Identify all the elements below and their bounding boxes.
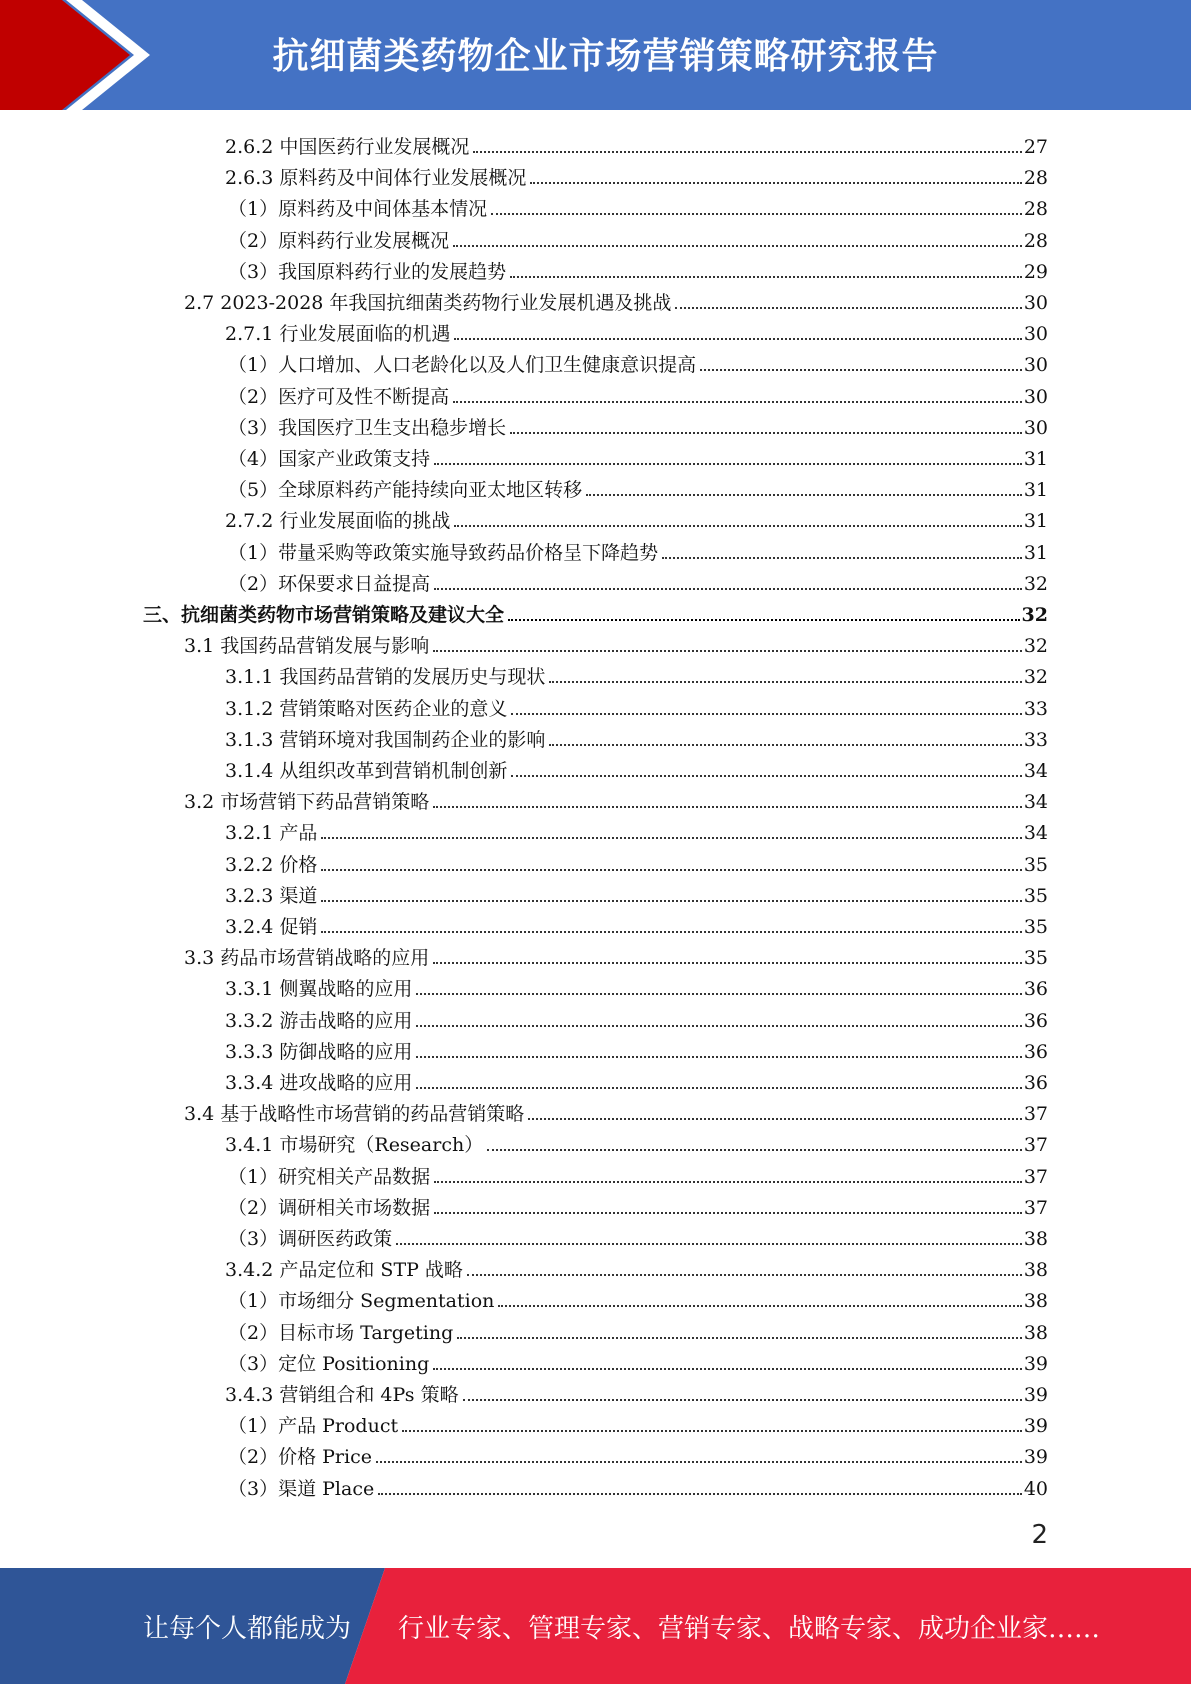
page-header [0,0,1191,110]
toc-entry-page: 31 [1023,541,1048,564]
toc-entry[interactable] [143,595,1048,626]
toc-dot-leader [416,993,1021,995]
toc-entry-label: （2）目标市场 Targeting [228,1321,454,1344]
toc-entry[interactable] [228,1344,1048,1375]
toc-entry[interactable] [228,221,1048,252]
toc-dot-leader [586,494,1022,496]
toc-entry-page: 35 [1023,884,1048,907]
toc-dot-leader [416,1087,1021,1089]
toc-entry-page: 37 [1023,1165,1048,1188]
toc-entry-page: 39 [1023,1446,1048,1469]
toc-dot-leader [498,1305,1021,1307]
toc-dot-leader [434,588,1022,590]
toc-dot-leader [511,713,1021,715]
toc-entry-label: 2.7.2 行业发展面临的挑战 [225,510,451,533]
toc-entry-page: 28 [1023,229,1048,252]
toc-entry-label: （2）医疗可及性不断提高 [228,385,450,408]
toc-entry[interactable] [228,1157,1048,1188]
toc-dot-leader [549,744,1021,746]
toc-entry[interactable] [225,314,1048,345]
toc-dot-leader [508,619,1020,621]
toc-dot-leader [453,245,1022,247]
toc-dot-leader [675,307,1021,309]
toc-entry-label: 三、抗细菌类药物市场营销策略及建议大全 [143,604,505,626]
toc-dot-leader [434,463,1022,465]
toc-entry-label: （3）我国原料药行业的发展趋势 [228,260,507,283]
toc-entry-label: （3）我国医疗卫生支出稳步增长 [228,416,507,439]
page-footer [0,1568,1191,1684]
toc-dot-leader [376,1461,1022,1463]
toc-entry[interactable] [184,782,1048,813]
toc-dot-leader [434,1212,1022,1214]
toc-entry[interactable] [225,969,1048,1000]
toc-entry-page: 29 [1023,260,1048,283]
toc-entry-label: （3）调研医药政策 [228,1228,393,1250]
toc-entry-page: 30 [1023,354,1048,377]
toc-dot-leader [491,213,1022,215]
toc-entry-label: （5）全球原料药产能持续向亚太地区转移 [228,479,583,502]
toc-entry[interactable] [228,564,1048,595]
toc-entry-page: 40 [1023,1477,1048,1500]
toc-entry-page: 28 [1023,198,1048,221]
toc-dot-leader [467,1274,1022,1276]
toc-entry-page: 32 [1023,572,1048,595]
toc-dot-leader [454,338,1021,340]
toc-entry[interactable] [228,470,1048,501]
toc-entry-label: 3.1.4 从组织改革到营销机制创新 [225,760,508,782]
toc-entry-page: 31 [1023,479,1048,502]
toc-entry[interactable] [228,377,1048,408]
toc-entry-page: 27 [1023,136,1048,158]
page-number: 2 [1031,1520,1048,1550]
toc-entry[interactable] [228,533,1048,564]
toc-entry-page: 38 [1023,1228,1048,1250]
toc-entry-page: 31 [1023,510,1048,533]
toc-dot-leader [528,1118,1022,1120]
toc-dot-leader [510,276,1022,278]
toc-entry[interactable] [228,1313,1048,1344]
toc-entry-label: （1）市场细分 Segmentation [228,1290,495,1313]
toc-entry[interactable] [228,1188,1048,1219]
toc-dot-leader [700,369,1022,371]
footer-slogan-left: 让每个人都能成为 [143,1614,352,1644]
toc-entry-page: 38 [1023,1321,1048,1344]
toc-entry-label: 3.2.1 产品 [225,822,318,845]
toc-dot-leader [321,900,1021,902]
toc-entry-label: （1）产品 Product [228,1415,399,1438]
toc-dot-leader [433,1368,1022,1370]
toc-entry[interactable] [225,657,1048,688]
toc-dot-leader [530,182,1021,184]
toc-entry-page: 32 [1023,666,1048,689]
toc-dot-leader [473,151,1021,153]
toc-entry-page: 37 [1023,1134,1048,1157]
toc-dot-leader [402,1430,1022,1432]
toc-entry-page: 36 [1023,1009,1048,1032]
toc-entry[interactable] [225,1375,1048,1406]
toc-entry-label: （2）价格 Price [228,1446,372,1469]
toc-dot-leader [463,1399,1022,1401]
toc-entry-label: 3.3.4 进攻战略的应用 [225,1072,413,1094]
toc-entry-label: （2）调研相关市场数据 [228,1196,431,1219]
toc-entry[interactable] [225,813,1048,844]
toc-entry[interactable] [228,252,1048,283]
toc-dot-leader [416,1056,1021,1058]
toc-entry-label: 3.1.2 营销策略对医药企业的意义 [225,697,508,720]
toc-dot-leader [549,681,1021,683]
toc-entry[interactable] [228,345,1048,376]
toc-entry-page: 39 [1023,1415,1048,1438]
toc-entry-page: 34 [1023,791,1048,814]
toc-entry-label: 3.3 药品市场营销战略的应用 [184,947,430,970]
toc-entry[interactable] [225,158,1048,189]
toc-dot-leader [433,650,1022,652]
toc-entry-page: 35 [1023,853,1048,876]
toc-entry-page: 38 [1023,1290,1048,1313]
toc-entry-page: 30 [1023,292,1048,314]
toc-entry-page: 34 [1023,822,1048,845]
toc-entry[interactable] [225,1001,1048,1032]
toc-entry-label: 2.6.3 原料药及中间体行业发展概况 [225,167,527,190]
toc-entry-label: （3）定位 Positioning [228,1352,430,1375]
toc-entry-page: 35 [1023,947,1048,970]
toc-dot-leader [511,775,1021,777]
toc-entry-page: 39 [1023,1352,1048,1375]
toc-entry-label: （1）带量采购等政策实施导致药品价格呈下降趋势 [228,541,659,564]
toc-entry[interactable] [228,189,1048,220]
toc-entry-page: 37 [1023,1196,1048,1219]
toc-entry-page: 37 [1023,1103,1048,1126]
toc-entry[interactable] [225,720,1048,751]
toc-entry-label: （1）研究相关产品数据 [228,1165,431,1188]
toc-entry[interactable] [228,1437,1048,1468]
toc-entry-page: 36 [1023,1040,1048,1063]
toc-entry-label: （1）人口增加、人口老龄化以及人们卫生健康意识提高 [228,354,697,377]
toc-entry-label: 3.2 市场营销下药品营销策略 [184,791,430,814]
toc-entry-page: 38 [1023,1259,1048,1282]
toc-entry-page: 30 [1023,416,1048,439]
toc-entry-label: （4）国家产业政策支持 [228,448,431,470]
toc-entry-label: 3.2.3 渠道 [225,884,318,907]
toc-entry-label: 3.3.1 侧翼战略的应用 [225,978,413,1001]
toc-entry-label: 3.3.3 防御战略的应用 [225,1040,413,1063]
toc-entry[interactable] [225,127,1048,158]
toc-entry[interactable] [225,501,1048,532]
toc-entry-page: 32 [1023,635,1048,658]
toc-entry[interactable] [225,689,1048,720]
toc-entry-page: 39 [1023,1384,1048,1406]
toc-entry[interactable] [225,907,1048,938]
toc-entry[interactable] [184,626,1048,657]
toc-entry-label: 3.2.4 促销 [225,916,318,938]
toc-entry-label: 3.3.2 游击战略的应用 [225,1009,413,1032]
toc-entry-label: 3.4.1 市場研究（Research） [225,1134,484,1157]
toc-entry[interactable] [228,1406,1048,1437]
toc-entry[interactable] [225,1032,1048,1063]
toc-entry-label: 3.2.2 价格 [225,853,318,876]
toc-entry-label: 3.4 基于战略性市场营销的药品营销策略 [184,1103,525,1126]
toc-entry-label: 3.1.1 我国药品营销的发展历史与现状 [225,666,546,689]
footer-slogan-right: 行业专家、管理专家、营销专家、战略专家、成功企业家…… [398,1614,1101,1644]
toc-entry-label: （2）原料药行业发展概况 [228,229,450,252]
toc-entry-page: 35 [1023,916,1048,938]
toc-dot-leader [434,1181,1022,1183]
toc-entry-label: 3.1 我国药品营销发展与影响 [184,635,430,658]
toc-dot-leader [457,1337,1022,1339]
toc-entry[interactable] [184,283,1048,314]
toc-dot-leader [396,1243,1022,1245]
toc-entry-page: 33 [1023,728,1048,751]
report-title: 抗细菌类药物企业市场营销策略研究报告 [272,36,939,77]
toc-dot-leader [510,432,1022,434]
toc-dot-leader [321,931,1021,933]
toc-dot-leader [454,525,1021,527]
toc-dot-leader [433,806,1022,808]
toc-dot-leader [321,869,1021,871]
toc-entry[interactable] [184,938,1048,969]
toc-dot-leader [378,1493,1022,1495]
toc-entry[interactable] [228,1219,1048,1250]
toc-entry-page: 31 [1023,448,1048,470]
toc-entry-label: （2）环保要求日益提高 [228,572,431,595]
toc-dot-leader [662,557,1022,559]
toc-entry-label: 3.4.3 营销组合和 4Ps 策略 [225,1384,459,1406]
toc-entry[interactable] [225,845,1048,876]
toc-entry[interactable] [184,1094,1048,1125]
toc-dot-leader [416,1025,1021,1027]
toc-entry[interactable] [228,1281,1048,1312]
toc-dot-leader [321,837,1021,839]
toc-entry[interactable] [225,751,1048,782]
toc-entry-label: 2.7.1 行业发展面临的机遇 [225,323,451,346]
toc-entry-label: 2.6.2 中国医药行业发展概况 [225,136,470,158]
toc-entry-label: 3.1.3 营销环境对我国制药企业的影响 [225,728,546,751]
toc-entry[interactable] [225,1063,1048,1094]
toc-entry[interactable] [228,408,1048,439]
toc-entry-page: 36 [1023,978,1048,1001]
toc-entry-page: 33 [1023,697,1048,720]
toc-entry-page: 28 [1023,167,1048,190]
toc-entry-label: 2.7 2023-2028 年我国抗细菌类药物行业发展机遇及挑战 [184,292,672,314]
toc-entry-label: 3.4.2 产品定位和 STP 战略 [225,1259,463,1282]
toc-dot-leader [453,401,1022,403]
toc-entry[interactable] [225,876,1048,907]
toc-entry-page: 32 [1021,604,1048,626]
toc-entry[interactable] [228,439,1048,470]
toc-entry-page: 36 [1023,1072,1048,1094]
toc-entry[interactable] [225,1125,1048,1156]
toc-entry-page: 30 [1023,385,1048,408]
toc-entry-label: （3）渠道 Place [228,1477,375,1500]
toc-entry[interactable] [228,1469,1048,1500]
toc-entry-page: 30 [1023,323,1048,346]
toc-entry-page: 34 [1023,760,1048,782]
toc-dot-leader [487,1149,1022,1151]
toc-entry[interactable] [225,1250,1048,1281]
toc-entry-label: （1）原料药及中间体基本情况 [228,198,488,221]
toc-dot-leader [433,962,1022,964]
